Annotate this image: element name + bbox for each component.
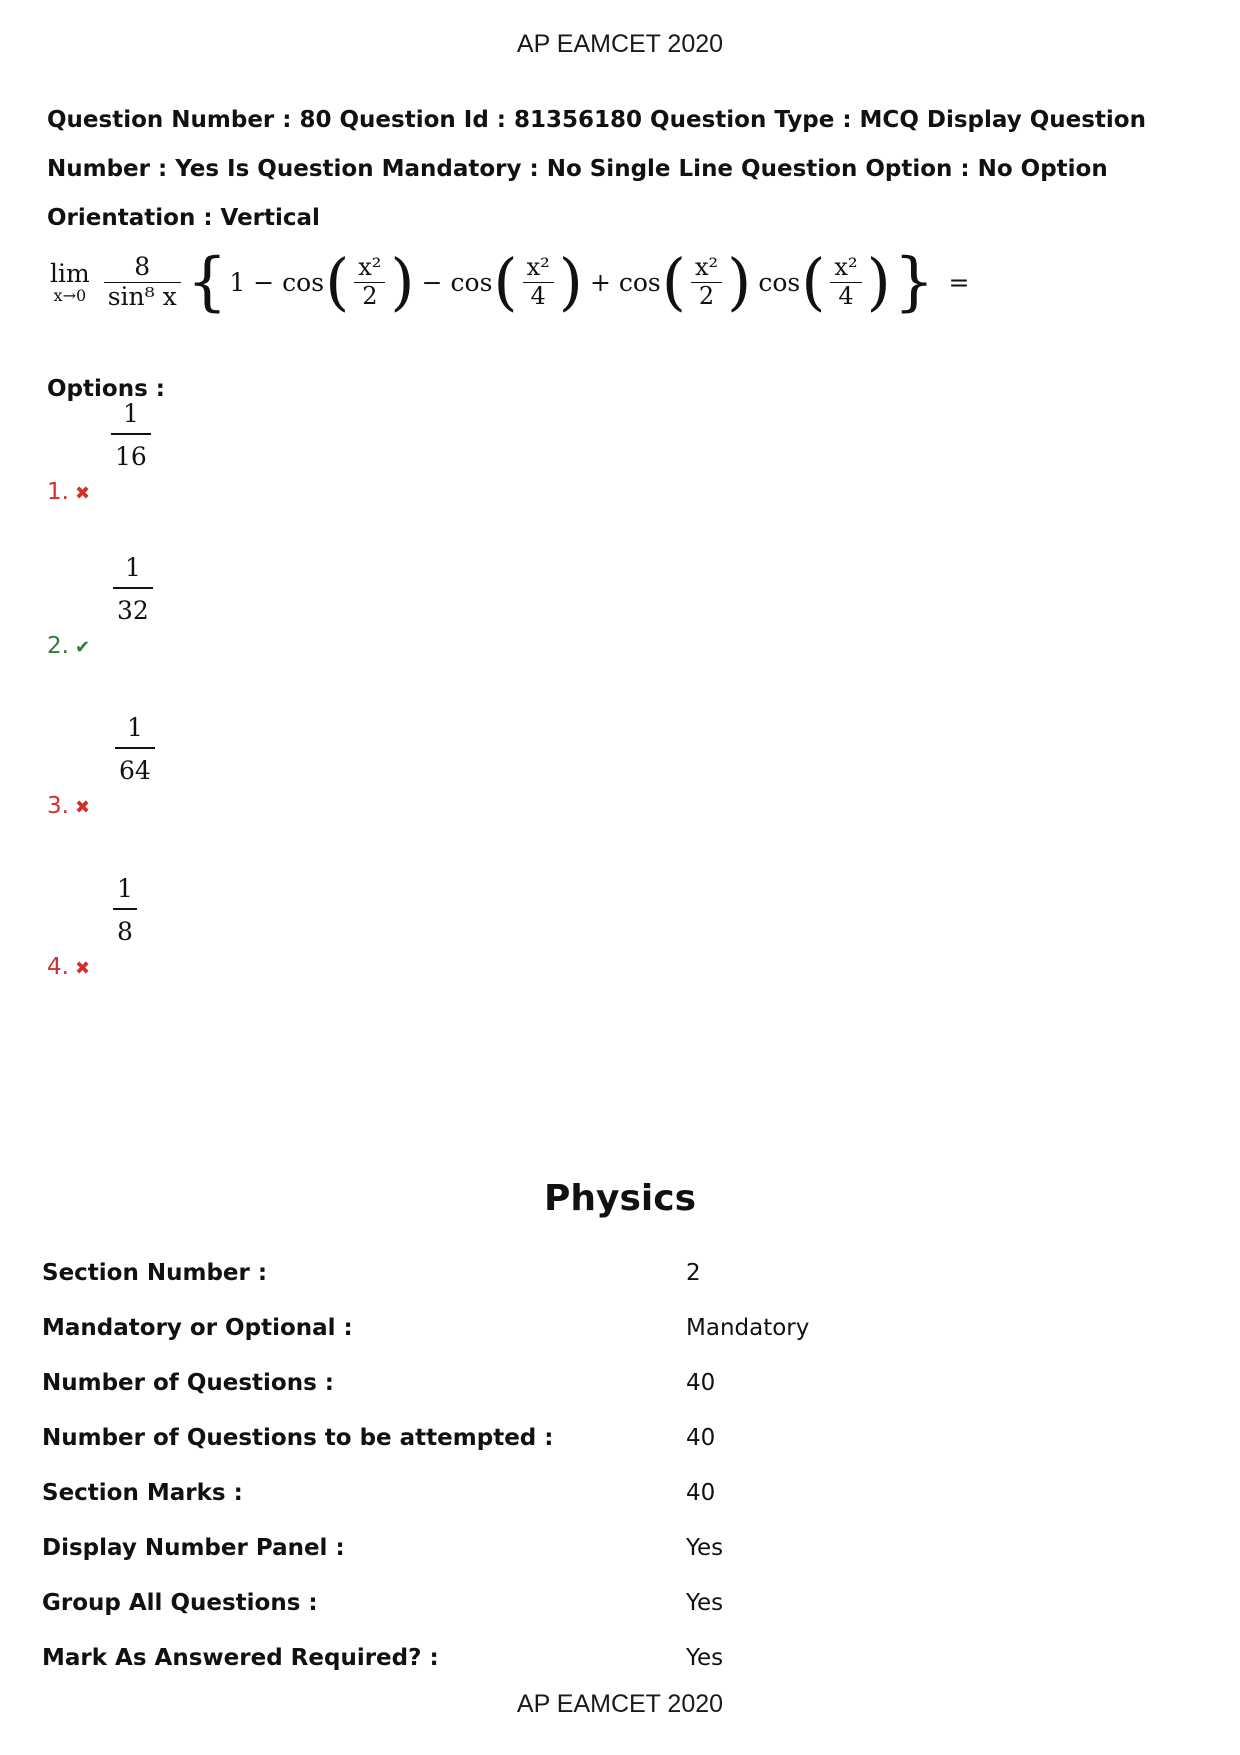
- open-paren: (: [661, 245, 686, 318]
- term-one-minus-cos: 1 − cos: [229, 267, 325, 297]
- x2-over-4-fraction: [523, 254, 554, 310]
- option-1[interactable]: [47, 395, 447, 505]
- section-label: Section Marks :: [42, 1479, 243, 1506]
- open-paren: (: [325, 245, 350, 318]
- section-value: Yes: [686, 1589, 724, 1616]
- option-numerator: 1: [117, 874, 133, 903]
- option-4-fraction: [113, 870, 137, 954]
- open-brace: {: [186, 245, 228, 319]
- option-number-text: 4.: [47, 954, 69, 980]
- x2-over-2-fraction: [354, 254, 385, 310]
- coefficient-denominator: sin⁸ x: [107, 281, 177, 311]
- close-paren: ): [866, 245, 891, 318]
- fraction-denominator: 2: [698, 281, 715, 310]
- section-details: [42, 1245, 1202, 1685]
- option-4[interactable]: [47, 870, 447, 980]
- option-numerator: 1: [124, 553, 141, 582]
- close-paren: ): [390, 245, 415, 318]
- section-value: Yes: [686, 1534, 724, 1561]
- section-row: [42, 1410, 1202, 1465]
- section-row: [42, 1355, 1202, 1410]
- term-cos: cos: [758, 267, 801, 297]
- section-label: Number of Questions :: [42, 1369, 334, 1396]
- limit-operator: [50, 259, 90, 305]
- coefficient-fraction: [104, 253, 181, 312]
- section-row: [42, 1520, 1202, 1575]
- checkmark-icon: ✔: [74, 637, 91, 658]
- page-footer: AP EAMCET 2020: [516, 1690, 724, 1718]
- section-title: Physics: [543, 1178, 696, 1219]
- option-number-text: 1.: [47, 479, 69, 505]
- coefficient-numerator: 8: [134, 251, 151, 281]
- fraction-numerator: x²: [358, 252, 382, 281]
- equals-sign: =: [948, 267, 970, 297]
- option-number-text: 2.: [47, 633, 69, 659]
- section-row: [42, 1575, 1202, 1630]
- option-1-number: [47, 479, 90, 505]
- close-paren: ): [558, 245, 583, 318]
- section-value: 40: [686, 1369, 716, 1396]
- x2-over-2-fraction: [691, 254, 722, 310]
- section-row: [42, 1245, 1202, 1300]
- lim-text: lim: [50, 259, 90, 288]
- close-brace: }: [893, 245, 935, 319]
- option-denominator: 8: [117, 917, 133, 946]
- option-denominator: 32: [117, 596, 149, 625]
- cross-icon: ✖: [74, 483, 91, 504]
- lim-subscript: x→0: [53, 286, 87, 305]
- section-value: 2: [686, 1259, 701, 1286]
- section-value: Mandatory: [686, 1314, 810, 1341]
- section-label: Section Number :: [42, 1259, 268, 1286]
- section-row: [42, 1465, 1202, 1520]
- options-label: Options :: [47, 376, 165, 402]
- section-label: Number of Questions to be attempted :: [42, 1424, 554, 1451]
- option-2[interactable]: [47, 549, 447, 659]
- section-label: Group All Questions :: [42, 1589, 318, 1616]
- page-header: AP EAMCET 2020: [516, 30, 724, 58]
- question-equation: [50, 245, 970, 319]
- section-label: Mark As Answered Required? :: [42, 1644, 439, 1671]
- fraction-denominator: 2: [362, 281, 378, 310]
- option-number-text: 3.: [47, 793, 69, 819]
- section-row: [42, 1300, 1202, 1355]
- section-value: 40: [686, 1424, 716, 1451]
- cross-icon: ✖: [74, 797, 91, 818]
- option-1-fraction: [111, 395, 151, 479]
- section-label: Display Number Panel :: [42, 1534, 345, 1561]
- term-plus-cos: + cos: [589, 267, 661, 297]
- option-3[interactable]: [47, 709, 447, 819]
- x2-over-4-fraction: [830, 254, 861, 310]
- option-denominator: 16: [115, 442, 147, 471]
- option-2-fraction: [113, 549, 153, 633]
- section-value: Yes: [686, 1644, 724, 1671]
- question-metadata: Question Number : 80 Question Id : 81356180 Question Type : MCQ Display Question Number : Yes Is Question Mandatory : No Single Line Question Option : No Option Orientation : Vertical: [47, 107, 1146, 231]
- term-minus-cos: − cos: [421, 267, 493, 297]
- close-paren: ): [727, 245, 752, 318]
- option-4-number: [47, 954, 90, 980]
- section-label: Mandatory or Optional :: [42, 1314, 353, 1341]
- fraction-numerator: x²: [526, 252, 550, 281]
- option-denominator: 64: [119, 756, 151, 785]
- option-3-fraction: [115, 709, 155, 793]
- option-2-number: [47, 633, 90, 659]
- open-paren: (: [801, 245, 826, 318]
- fraction-denominator: 4: [530, 281, 546, 310]
- option-3-number: [47, 793, 90, 819]
- fraction-numerator: x²: [694, 252, 719, 281]
- cross-icon: ✖: [74, 958, 91, 979]
- option-numerator: 1: [122, 399, 139, 428]
- fraction-numerator: x²: [834, 252, 858, 281]
- fraction-denominator: 4: [838, 281, 854, 310]
- open-paren: (: [493, 245, 518, 318]
- option-numerator: 1: [126, 713, 143, 742]
- section-row: [42, 1630, 1202, 1685]
- section-value: 40: [686, 1479, 716, 1506]
